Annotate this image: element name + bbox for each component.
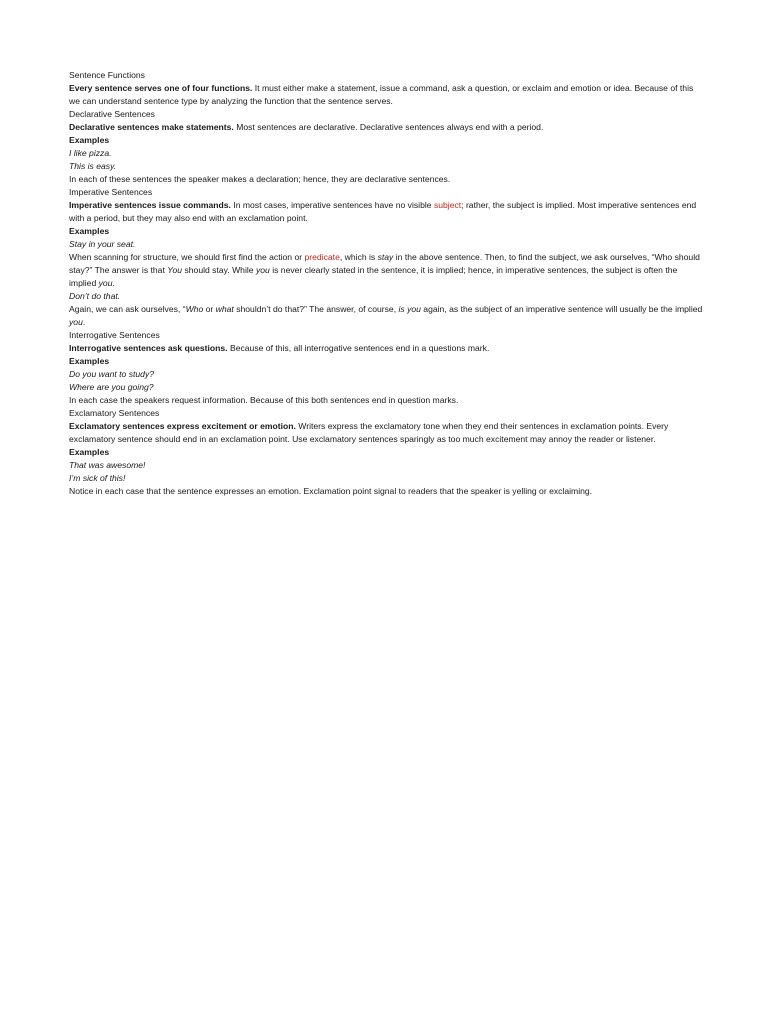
exclamatory-lead: Exclamatory sentences express excitement or emotion. [69, 421, 296, 431]
text-run: shouldn’t do that?” The answer, of course, [233, 304, 399, 314]
document-body [69, 69, 703, 498]
text-run: should stay. While [182, 265, 256, 275]
text-run: , which is [339, 252, 378, 262]
exclamatory-example-2: I’m sick of this! [69, 473, 126, 483]
interrogative-rest: Because of this, all interrogative sentences end in a questions mark. [227, 343, 490, 353]
text-run: When scanning for structure, we should first find the action or [69, 252, 305, 262]
exclamatory-note: Notice in each case that the sentence expresses an emotion. Exclamation point signal to readers that the speaker is yelling or exclaiming. [69, 486, 593, 496]
declarative-note: In each of these sentences the speaker makes a declaration; hence, they are declarative sentences. [69, 174, 451, 184]
exclamatory-rest: Writers express the exclamatory tone when they end their sentences in exclamation points. Every exclamatory sentence should end in an exclamation point. Use exclamatory sentences sparingly as too much excitement may annoy the reader or listener. [69, 421, 669, 444]
imperative-lead: Imperative sentences issue commands. [69, 200, 231, 210]
text-run-italic: You [167, 265, 183, 275]
exclamatory-definition [69, 420, 703, 446]
interrogative-example-1: Do you want to study? [69, 369, 155, 379]
text-run-italic: you [98, 278, 113, 288]
text-run: Again, we can ask ourselves, “ [69, 304, 186, 314]
text-run: is never clearly stated in the sentence, it is implied; hence, in imperative sentences, the subject is often the implied [69, 265, 678, 288]
interrogative-lead: Interrogative sentences ask questions. [69, 343, 228, 353]
interrogative-example-2: Where are you going? [69, 382, 154, 392]
text-run: or [203, 304, 216, 314]
interrogative-examples-label: Examples [69, 356, 110, 366]
exclamatory-examples-label: Examples [69, 447, 110, 457]
text-run-italic: is you [398, 304, 421, 314]
predicate-link[interactable]: predicate [304, 252, 340, 262]
text-run-italic: you [255, 265, 270, 275]
text-run: again, as the subject of an imperative sentence will usually be the implied [420, 304, 703, 314]
subject-link[interactable]: subject [433, 200, 462, 210]
text-run-italic: you [69, 317, 83, 327]
declarative-example-2: This is easy. [69, 161, 117, 171]
text-run: in the above sentence. Then, to find the subject, we ask ourselves, “Who should stay?” The answer is that [69, 252, 700, 275]
intro-rest: It must either make a statement, issue a command, ask a question, or exclaim and emotion or idea. Because of this we can understand sentence type by analyzing the function that the sentence serves. [69, 83, 694, 106]
imperative-examples-label: Examples [69, 226, 110, 236]
imperative-rest-a: In most cases, imperative sentences have no visible [230, 200, 434, 210]
intro-paragraph [69, 82, 703, 108]
imperative-example-1: Stay in your seat. [69, 239, 136, 249]
text-run: . [112, 278, 115, 288]
imperative-definition [69, 199, 703, 225]
declarative-lead: Declarative sentences make statements. [69, 122, 234, 132]
text-run-italic: stay [377, 252, 394, 262]
intro-lead: Every sentence serves one of four functions. [69, 83, 253, 93]
page-title: Sentence Functions [69, 70, 145, 80]
declarative-heading: Declarative Sentences [69, 109, 155, 119]
declarative-examples-label: Examples [69, 135, 110, 145]
imperative-rest-b: ; rather, the subject is implied. Most imperative sentences end with a period, but they may also end with an exclamation point. [69, 200, 697, 223]
declarative-definition [69, 121, 703, 134]
text-run-italic: what [215, 304, 234, 314]
imperative-explanation-2 [69, 303, 703, 329]
exclamatory-example-1: That was awesome! [69, 460, 146, 470]
text-run-italic: Who [185, 304, 204, 314]
imperative-explanation-1 [69, 251, 703, 290]
text-run: . [82, 317, 86, 327]
interrogative-heading: Interrogative Sentences [69, 330, 160, 340]
interrogative-definition [69, 342, 703, 355]
exclamatory-heading: Exclamatory Sentences [69, 408, 160, 418]
interrogative-note: In each case the speakers request information. Because of this both sentences end in question marks. [69, 395, 459, 405]
declarative-rest: Most sentences are declarative. Declarative sentences always end with a period. [233, 122, 544, 132]
imperative-example-2: Don’t do that. [69, 291, 121, 301]
imperative-heading: Imperative Sentences [69, 187, 153, 197]
declarative-example-1: I like pizza. [69, 148, 112, 158]
